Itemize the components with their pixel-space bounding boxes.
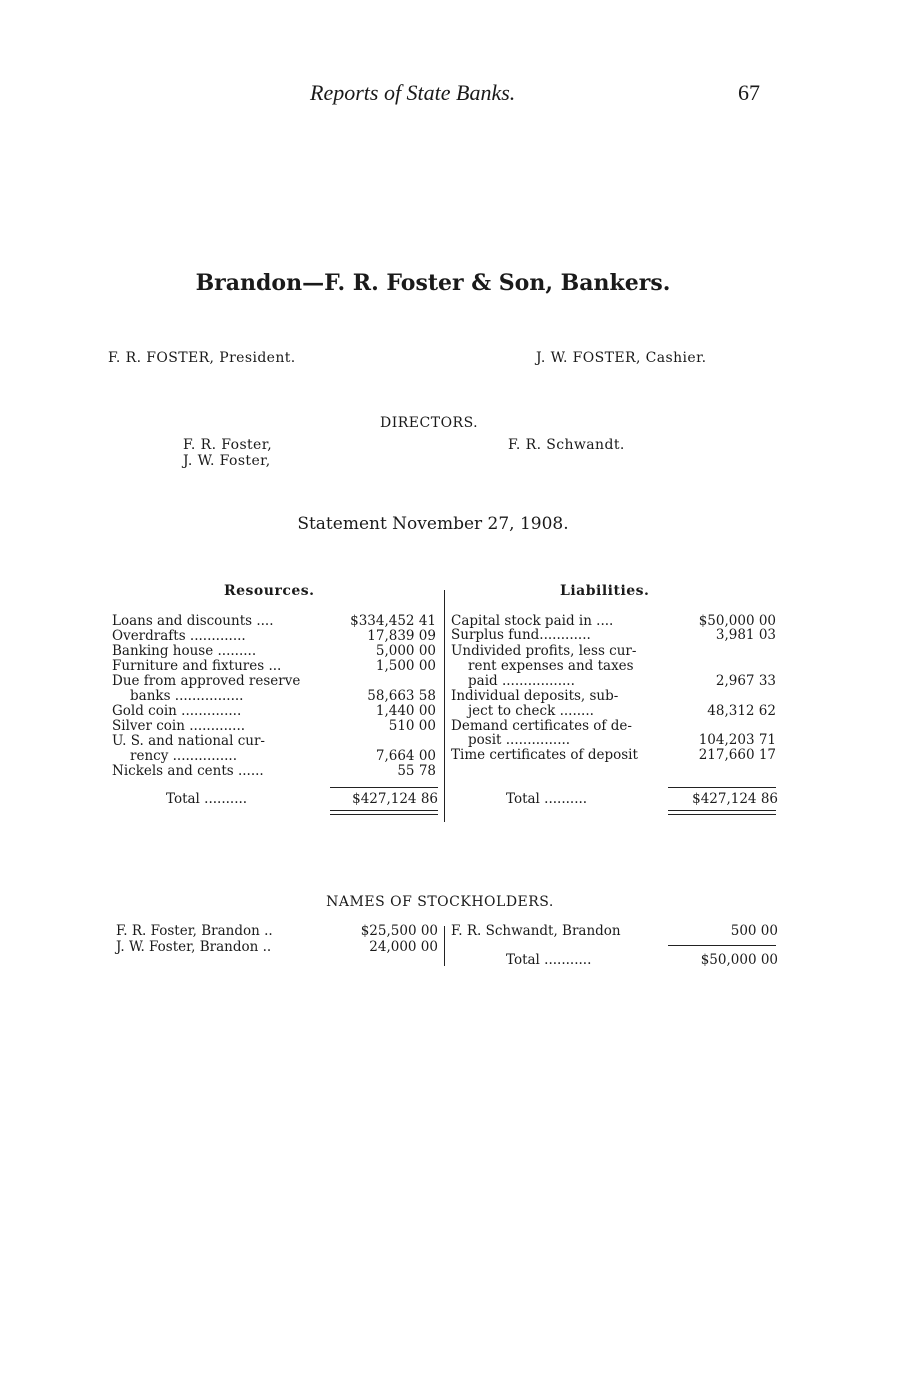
total-label: Total ...........: [506, 952, 592, 968]
row-label: Banking house .........: [112, 643, 257, 659]
subtotal-rule: [668, 945, 776, 946]
directors-heading: DIRECTORS.: [380, 415, 479, 431]
row-amount: 2,967 33: [715, 673, 776, 689]
total-amount: $427,124 86: [692, 791, 778, 807]
row-amount: $334,452 41: [350, 613, 436, 629]
liabilities-heading: Liabilities.: [560, 583, 650, 599]
total-label: Total ..........: [506, 791, 588, 807]
subtotal-rule: [668, 787, 776, 788]
row-label: banks ................: [130, 688, 244, 704]
director-name: J. W. Foster,: [183, 453, 271, 469]
officer-cashier: J. W. FOSTER, Cashier.: [536, 350, 707, 366]
director-name: F. R. Foster,: [183, 437, 273, 453]
row-amount: $50,000 00: [698, 613, 776, 629]
row-label: rency ...............: [130, 748, 237, 764]
row-label: posit ...............: [468, 732, 571, 748]
row-amount: 55 78: [397, 763, 436, 779]
bank-title: Brandon—F. R. Foster & Son, Bankers.: [195, 270, 671, 296]
row-label: Undivided profits, less cur-: [451, 643, 637, 659]
stockholder-amount: 24,000 00: [369, 939, 438, 955]
row-label: Individual deposits, sub-: [451, 688, 619, 704]
row-label: U. S. and national cur-: [112, 733, 265, 749]
row-amount: 5,000 00: [375, 643, 436, 659]
subtotal-rule: [330, 787, 438, 788]
row-amount: 510 00: [388, 718, 436, 734]
row-amount: 7,664 00: [375, 748, 436, 764]
column-divider: [444, 926, 445, 966]
row-label: Nickels and cents ......: [112, 763, 264, 779]
row-label: Loans and discounts ....: [112, 613, 274, 629]
row-label: Demand certificates of de-: [451, 718, 632, 734]
total-double-rule: [668, 810, 776, 815]
column-divider: [444, 590, 445, 822]
row-amount: 48,312 62: [707, 703, 776, 719]
row-label: Capital stock paid in ....: [451, 613, 614, 629]
row-label: Silver coin .............: [112, 718, 246, 734]
row-amount: 17,839 09: [367, 628, 436, 644]
stockholders-heading: NAMES OF STOCKHOLDERS.: [326, 894, 554, 910]
row-label: Overdrafts .............: [112, 628, 246, 644]
row-label: Gold coin ..............: [112, 703, 242, 719]
row-amount: 58,663 58: [367, 688, 436, 704]
resources-heading: Resources.: [224, 583, 315, 599]
row-label: rent expenses and taxes: [468, 658, 634, 674]
stockholder-name: J. W. Foster, Brandon ..: [116, 939, 272, 955]
row-label: Furniture and fixtures ...: [112, 658, 282, 674]
stockholder-amount: 500 00: [730, 923, 778, 939]
officer-president: F. R. FOSTER, President.: [108, 350, 296, 366]
row-label: Time certificates of deposit: [451, 747, 638, 763]
row-amount: 1,440 00: [375, 703, 436, 719]
row-amount: 3,981 03: [715, 627, 776, 643]
statement-date: Statement November 27, 1908.: [297, 514, 569, 534]
running-title: Reports of State Banks.: [310, 80, 516, 105]
row-amount: 104,203 71: [698, 732, 776, 748]
total-amount: $427,124 86: [352, 791, 438, 807]
total-amount: $50,000 00: [700, 952, 778, 968]
row-label: paid .................: [468, 673, 575, 689]
page-number: 67: [738, 80, 760, 105]
stockholder-amount: $25,500 00: [360, 923, 438, 939]
stockholder-name: F. R. Schwandt, Brandon: [451, 923, 621, 939]
row-amount: 1,500 00: [375, 658, 436, 674]
row-label: Due from approved reserve: [112, 673, 301, 689]
total-double-rule: [330, 810, 438, 815]
row-label: Surplus fund............: [451, 627, 591, 643]
total-label: Total ..........: [166, 791, 248, 807]
stockholder-name: F. R. Foster, Brandon ..: [116, 923, 273, 939]
row-amount: 217,660 17: [698, 747, 776, 763]
running-head: [0, 80, 900, 110]
director-name: F. R. Schwandt.: [508, 437, 625, 453]
row-label: ject to check ........: [468, 703, 594, 719]
